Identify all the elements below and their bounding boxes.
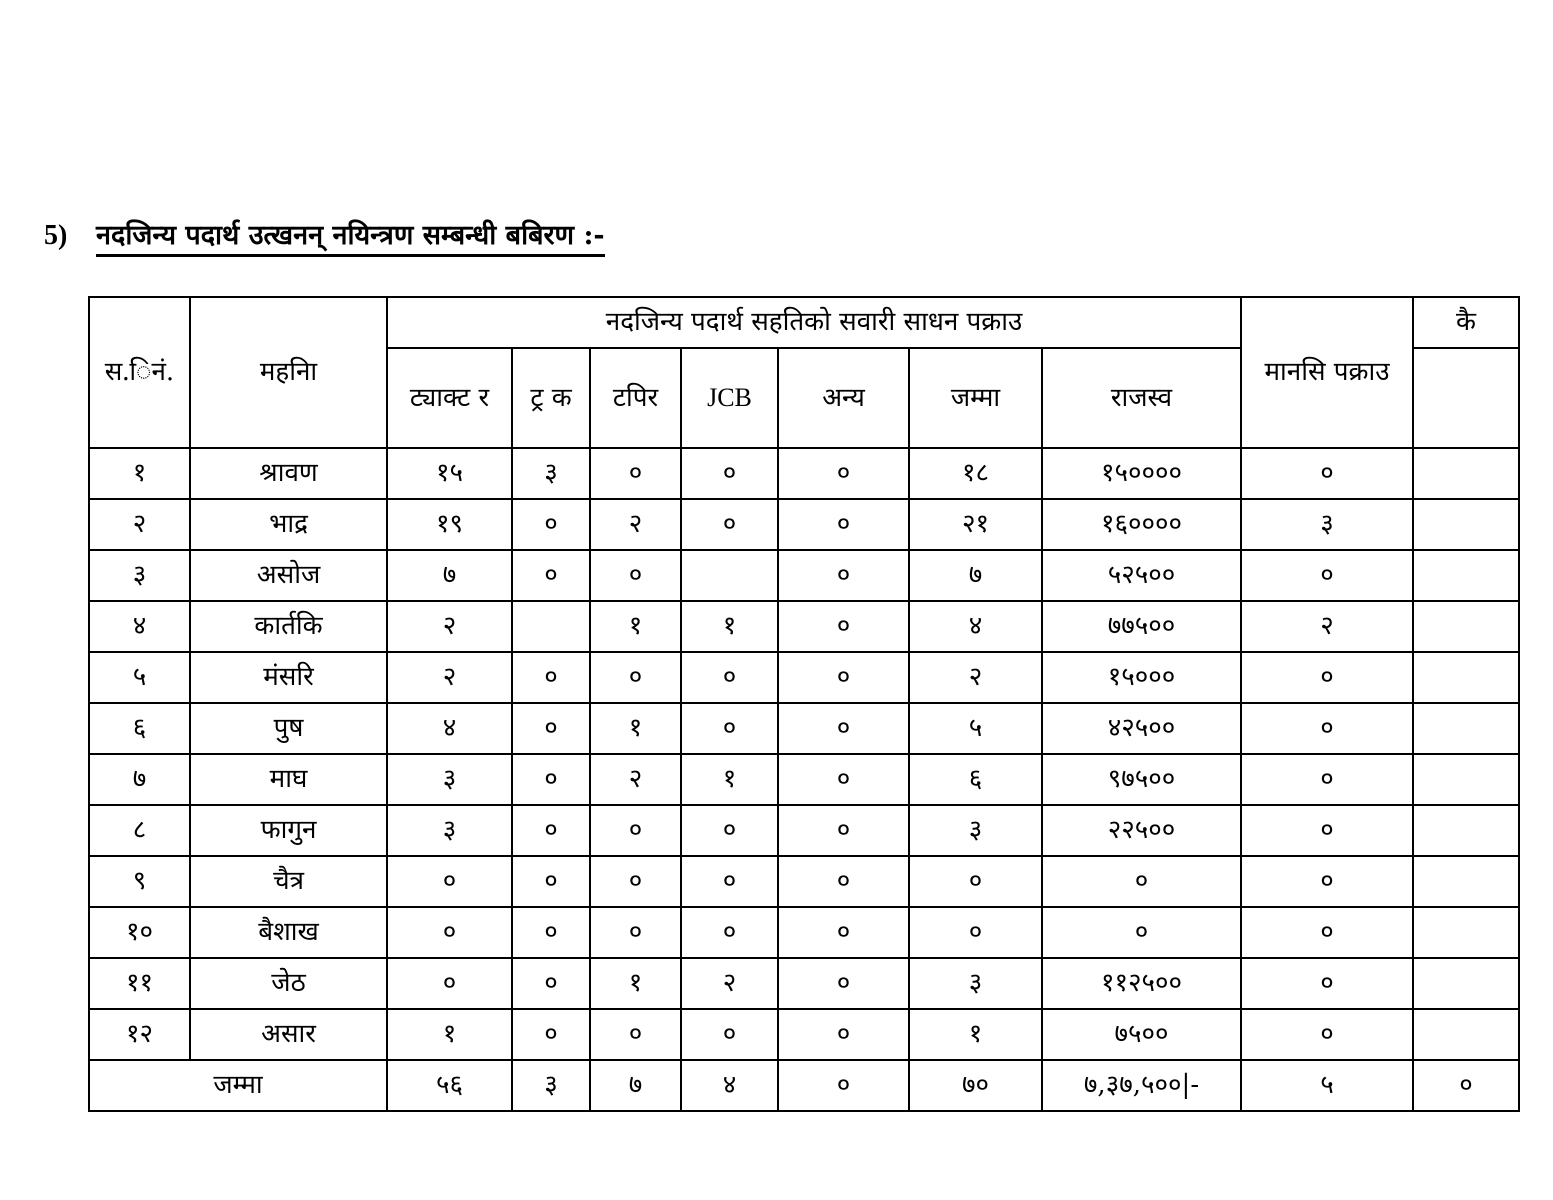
cell-serial: १२: [89, 1009, 190, 1060]
header-serial-number: स.िनं.: [89, 297, 190, 448]
table-row: [89, 856, 1519, 907]
header-month: महनिा: [190, 297, 387, 448]
header-vehicle-seizure-group: नदजिन्य पदार्थ सहतिको सवारी साधन पक्राउ: [387, 297, 1241, 348]
totals-total: ७०: [909, 1060, 1042, 1111]
cell-tipper: ०: [590, 907, 681, 958]
cell-truck: ०: [512, 550, 590, 601]
cell-revenue: ७५००: [1042, 1009, 1241, 1060]
cell-tipper: ०: [590, 652, 681, 703]
totals-remarks: ०: [1413, 1060, 1519, 1111]
header-jcb: JCB: [681, 348, 778, 448]
cell-other: ०: [778, 703, 909, 754]
table-row: [89, 499, 1519, 550]
cell-remarks: [1413, 448, 1519, 499]
cell-other: ०: [778, 601, 909, 652]
cell-tractor: ३: [387, 754, 512, 805]
cell-revenue: ५२५००: [1042, 550, 1241, 601]
cell-other: ०: [778, 550, 909, 601]
cell-total: २: [909, 652, 1042, 703]
cell-persons: ०: [1241, 958, 1413, 1009]
cell-jcb: [681, 550, 778, 601]
cell-month: माघ: [190, 754, 387, 805]
header-persons-arrested: [1241, 297, 1413, 448]
cell-serial: १: [89, 448, 190, 499]
cell-truck: ०: [512, 1009, 590, 1060]
cell-truck: ०: [512, 805, 590, 856]
cell-total: ०: [909, 907, 1042, 958]
cell-total: १: [909, 1009, 1042, 1060]
cell-total: ६: [909, 754, 1042, 805]
cell-remarks: [1413, 907, 1519, 958]
table-row: [89, 601, 1519, 652]
cell-truck: [512, 601, 590, 652]
cell-truck: ०: [512, 754, 590, 805]
cell-remarks: [1413, 499, 1519, 550]
cell-tipper: ०: [590, 856, 681, 907]
cell-total: १८: [909, 448, 1042, 499]
cell-tractor: १: [387, 1009, 512, 1060]
cell-persons: ०: [1241, 652, 1413, 703]
cell-jcb: ०: [681, 703, 778, 754]
table-row: [89, 805, 1519, 856]
cell-tractor: ७: [387, 550, 512, 601]
cell-persons: ०: [1241, 448, 1413, 499]
section-number: 5): [44, 220, 68, 251]
cell-jcb: ०: [681, 448, 778, 499]
cell-truck: ०: [512, 907, 590, 958]
cell-month: असोज: [190, 550, 387, 601]
cell-remarks: [1413, 550, 1519, 601]
cell-truck: ०: [512, 958, 590, 1009]
cell-persons: ०: [1241, 754, 1413, 805]
cell-truck: ०: [512, 703, 590, 754]
cell-tractor: २: [387, 652, 512, 703]
header-revenue: राजस्व: [1042, 348, 1241, 448]
cell-persons: ०: [1241, 703, 1413, 754]
cell-serial: ३: [89, 550, 190, 601]
cell-total: ०: [909, 856, 1042, 907]
cell-total: ७: [909, 550, 1042, 601]
cell-other: ०: [778, 1009, 909, 1060]
cell-tractor: ३: [387, 805, 512, 856]
header-persons-arrested-label: मानसि पक्राउ: [1264, 357, 1390, 388]
header-total: जम्मा: [909, 348, 1042, 448]
cell-jcb: २: [681, 958, 778, 1009]
totals-row: [89, 1060, 1519, 1111]
cell-remarks: [1413, 601, 1519, 652]
header-other: अन्य: [778, 348, 909, 448]
cell-serial: ७: [89, 754, 190, 805]
cell-tipper: १: [590, 601, 681, 652]
cell-tractor: १९: [387, 499, 512, 550]
cell-revenue: २२५००: [1042, 805, 1241, 856]
cell-revenue: १५०००: [1042, 652, 1241, 703]
cell-revenue: १५००००: [1042, 448, 1241, 499]
cell-jcb: ०: [681, 856, 778, 907]
cell-serial: ६: [89, 703, 190, 754]
cell-jcb: ०: [681, 907, 778, 958]
cell-jcb: १: [681, 754, 778, 805]
cell-persons: ०: [1241, 1009, 1413, 1060]
cell-tractor: २: [387, 601, 512, 652]
cell-tipper: ०: [590, 448, 681, 499]
cell-tipper: २: [590, 754, 681, 805]
totals-truck: ३: [512, 1060, 590, 1111]
cell-truck: ०: [512, 652, 590, 703]
totals-jcb: ४: [681, 1060, 778, 1111]
cell-remarks: [1413, 856, 1519, 907]
cell-month: चैत्र: [190, 856, 387, 907]
cell-serial: ५: [89, 652, 190, 703]
header-truck: ट्र क: [512, 348, 590, 448]
table-row: [89, 754, 1519, 805]
cell-truck: ०: [512, 499, 590, 550]
cell-other: ०: [778, 958, 909, 1009]
cell-other: ०: [778, 754, 909, 805]
cell-tractor: १५: [387, 448, 512, 499]
section-title: नदजिन्य पदार्थ उत्खनन् नयिन्त्रण सम्बन्धी बबिरण :-: [96, 215, 605, 257]
totals-tractor: ५६: [387, 1060, 512, 1111]
cell-revenue: १६००००: [1042, 499, 1241, 550]
cell-total: ४: [909, 601, 1042, 652]
cell-tipper: २: [590, 499, 681, 550]
header-remarks: कै: [1413, 297, 1519, 348]
cell-jcb: ०: [681, 652, 778, 703]
cell-month: असार: [190, 1009, 387, 1060]
cell-serial: ८: [89, 805, 190, 856]
cell-revenue: ७७५००: [1042, 601, 1241, 652]
cell-other: ०: [778, 805, 909, 856]
table-row: [89, 958, 1519, 1009]
cell-revenue: ९७५००: [1042, 754, 1241, 805]
cell-other: ०: [778, 856, 909, 907]
cell-total: ३: [909, 958, 1042, 1009]
table-body: [89, 448, 1519, 1060]
cell-tractor: ०: [387, 907, 512, 958]
totals-persons: ५: [1241, 1060, 1413, 1111]
cell-serial: १०: [89, 907, 190, 958]
table-row: [89, 550, 1519, 601]
cell-tractor: ०: [387, 958, 512, 1009]
table-row: [89, 907, 1519, 958]
cell-month: पुष: [190, 703, 387, 754]
cell-truck: ०: [512, 856, 590, 907]
table-row: [89, 1009, 1519, 1060]
cell-remarks: [1413, 703, 1519, 754]
cell-total: ३: [909, 805, 1042, 856]
totals-tipper: ७: [590, 1060, 681, 1111]
cell-tipper: १: [590, 958, 681, 1009]
cell-serial: २: [89, 499, 190, 550]
table-row: [89, 448, 1519, 499]
cell-remarks: [1413, 805, 1519, 856]
cell-month: भाद्र: [190, 499, 387, 550]
cell-tipper: ०: [590, 1009, 681, 1060]
cell-remarks: [1413, 652, 1519, 703]
cell-jcb: ०: [681, 499, 778, 550]
cell-remarks: [1413, 1009, 1519, 1060]
table-row: [89, 652, 1519, 703]
cell-other: ०: [778, 907, 909, 958]
cell-persons: २: [1241, 601, 1413, 652]
cell-truck: ३: [512, 448, 590, 499]
cell-revenue: ०: [1042, 907, 1241, 958]
cell-remarks: [1413, 958, 1519, 1009]
totals-other: ०: [778, 1060, 909, 1111]
cell-total: ५: [909, 703, 1042, 754]
cell-other: ०: [778, 499, 909, 550]
cell-tipper: १: [590, 703, 681, 754]
cell-persons: ०: [1241, 856, 1413, 907]
cell-other: ०: [778, 652, 909, 703]
cell-month: जेठ: [190, 958, 387, 1009]
cell-tractor: ४: [387, 703, 512, 754]
cell-tipper: ०: [590, 805, 681, 856]
header-remarks-blank: [1413, 348, 1519, 448]
cell-month: कार्तकि: [190, 601, 387, 652]
cell-serial: ९: [89, 856, 190, 907]
section-heading: [44, 214, 605, 258]
cell-jcb: १: [681, 601, 778, 652]
cell-persons: ३: [1241, 499, 1413, 550]
cell-serial: ११: [89, 958, 190, 1009]
totals-revenue: ७,३७,५००|-: [1042, 1060, 1241, 1111]
cell-jcb: ०: [681, 805, 778, 856]
cell-revenue: ४२५००: [1042, 703, 1241, 754]
cell-tipper: ०: [590, 550, 681, 601]
cell-month: बैशाख: [190, 907, 387, 958]
totals-label: जम्मा: [89, 1060, 387, 1111]
cell-serial: ४: [89, 601, 190, 652]
cell-other: ०: [778, 448, 909, 499]
cell-month: श्रावण: [190, 448, 387, 499]
cell-month: फागुन: [190, 805, 387, 856]
cell-persons: ०: [1241, 907, 1413, 958]
cell-persons: ०: [1241, 550, 1413, 601]
cell-total: २१: [909, 499, 1042, 550]
cell-persons: ०: [1241, 805, 1413, 856]
seizure-report-table: [88, 296, 1520, 1112]
table-row: [89, 703, 1519, 754]
cell-tractor: ०: [387, 856, 512, 907]
header-tipper: टपिर: [590, 348, 681, 448]
cell-remarks: [1413, 754, 1519, 805]
cell-revenue: ०: [1042, 856, 1241, 907]
header-tractor: ट्याक्ट र: [387, 348, 512, 448]
cell-jcb: ०: [681, 1009, 778, 1060]
cell-revenue: ११२५००: [1042, 958, 1241, 1009]
cell-month: मंसरि: [190, 652, 387, 703]
